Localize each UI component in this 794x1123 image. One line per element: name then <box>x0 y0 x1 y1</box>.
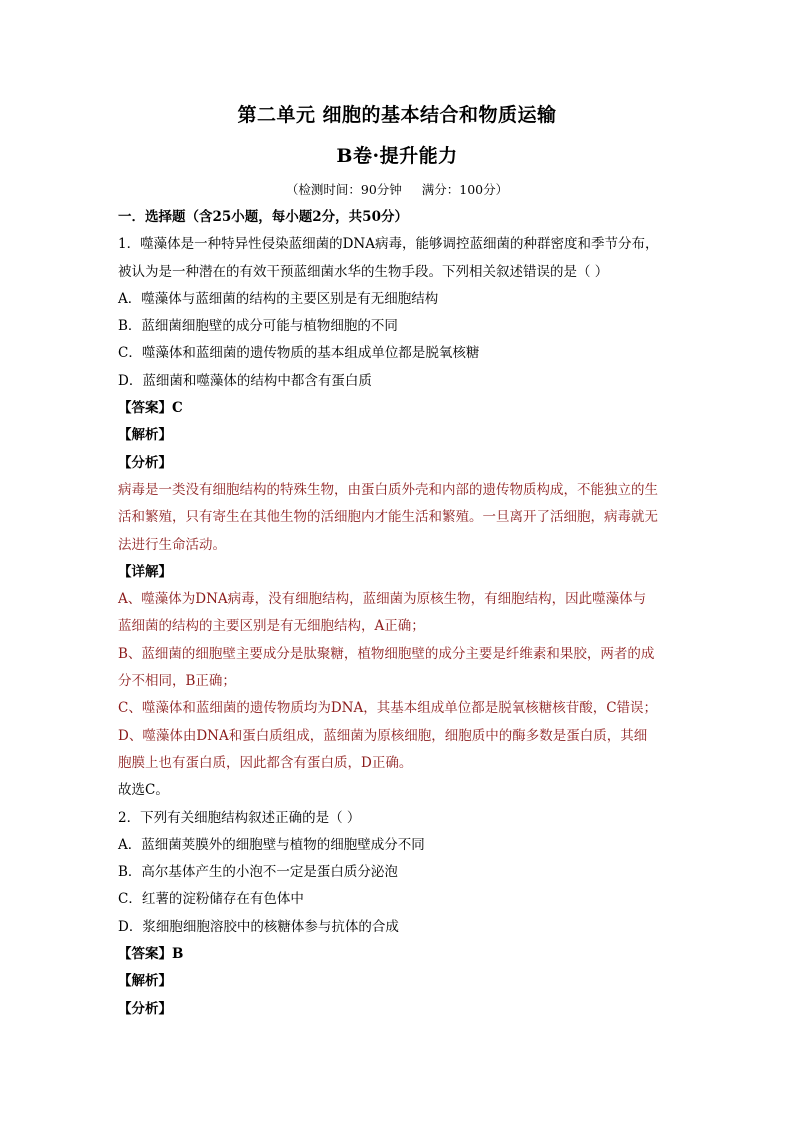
q1-stem-line-2: 被认为是一种潜在的有效干预蓝细菌水华的生物手段。下列相关叙述错误的是（ ） <box>118 263 609 280</box>
q1-stem-line-1: 1．噬藻体是一种特异性侵染蓝细菌的DNA病毒，能够调控蓝细菌的种群密度和季节分布， <box>118 236 659 253</box>
q1-answer: 【答案】C <box>118 400 183 417</box>
q2-option-b: B．高尔基体产生的小泡不一定是蛋白质分泌泡 <box>118 864 398 881</box>
paper-subtitle: B卷·提升能力 <box>336 145 458 167</box>
q1-detail-line-1: A、噬藻体为DNA病毒，没有细胞结构，蓝细菌为原核生物，有细胞结构，因此噬藻体与 <box>118 591 647 608</box>
exam-time: （检测时间：90分钟 <box>285 182 402 197</box>
unit-title: 第二单元 细胞的基本结合和物质运输 <box>237 104 557 126</box>
q1-detail-line-6: D、噬藻体由DNA和蛋白质组成，蓝细菌为原核细胞，细胞质中的酶多数是蛋白质，其细 <box>118 727 648 744</box>
q2-option-a: A．蓝细菌荚膜外的细胞壁与植物的细胞壁成分不同 <box>118 836 425 853</box>
q1-detail-line-5: C、噬藻体和蓝细菌的遗传物质均为DNA，其基本组成单位都是脱氧核糖核苷酸，C错误； <box>118 700 658 717</box>
q1-option-d: D．蓝细菌和噬藻体的结构中都含有蛋白质 <box>118 372 372 389</box>
q1-detail-line-7: 胞膜上也有蛋白质，因此都含有蛋白质，D正确。 <box>118 754 413 771</box>
q2-fenxi-label: 【分析】 <box>118 1000 172 1017</box>
q2-jiexi-label: 【解析】 <box>118 973 172 990</box>
exam-meta <box>0 180 794 198</box>
exam-score: 满分：100分） <box>421 182 509 197</box>
q2-answer: 【答案】B <box>118 946 184 963</box>
section-title: 一．选择题（含25小题，每小题2分，共50分） <box>118 209 408 225</box>
q2-stem: 2．下列有关细胞结构叙述正确的是（ ） <box>118 809 361 826</box>
q2-option-c: C．红薯的淀粉储存在有色体中 <box>118 891 304 908</box>
q1-analysis-line-1: 病毒是一类没有细胞结构的特殊生物，由蛋白质外壳和内部的遗传物质构成，不能独立的生 <box>118 481 658 498</box>
q1-conclusion: 故选C。 <box>118 782 169 799</box>
q1-option-c: C．噬藻体和蓝细菌的遗传物质的基本组成单位都是脱氧核糖 <box>118 345 480 362</box>
q1-detail-line-2: 蓝细菌的结构的主要区别是有无细胞结构，A正确； <box>118 618 425 635</box>
exam-content <box>118 204 678 1023</box>
q1-jiexi-label: 【解析】 <box>118 427 172 444</box>
q1-detail-line-4: 分不相同，B正确； <box>118 673 236 690</box>
q1-analysis-line-2: 活和繁殖，只有寄生在其他生物的活细胞内才能生活和繁殖。一旦离开了活细胞，病毒就无 <box>118 509 658 526</box>
q1-xiangjie-label: 【详解】 <box>118 563 172 580</box>
q1-option-a: A．噬藻体与蓝细菌的结构的主要区别是有无细胞结构 <box>118 290 439 307</box>
q2-option-d: D．浆细胞细胞溶胶中的核糖体参与抗体的合成 <box>118 918 399 935</box>
q1-analysis-line-3: 法进行生命活动。 <box>118 536 226 553</box>
q1-fenxi-label: 【分析】 <box>118 454 172 471</box>
q1-option-b: B．蓝细菌细胞壁的成分可能与植物细胞的不同 <box>118 318 398 335</box>
q1-detail-line-3: B、蓝细菌的细胞壁主要成分是肽聚糖，植物细胞壁的成分主要是纤维素和果胶，两者的成 <box>118 645 655 662</box>
